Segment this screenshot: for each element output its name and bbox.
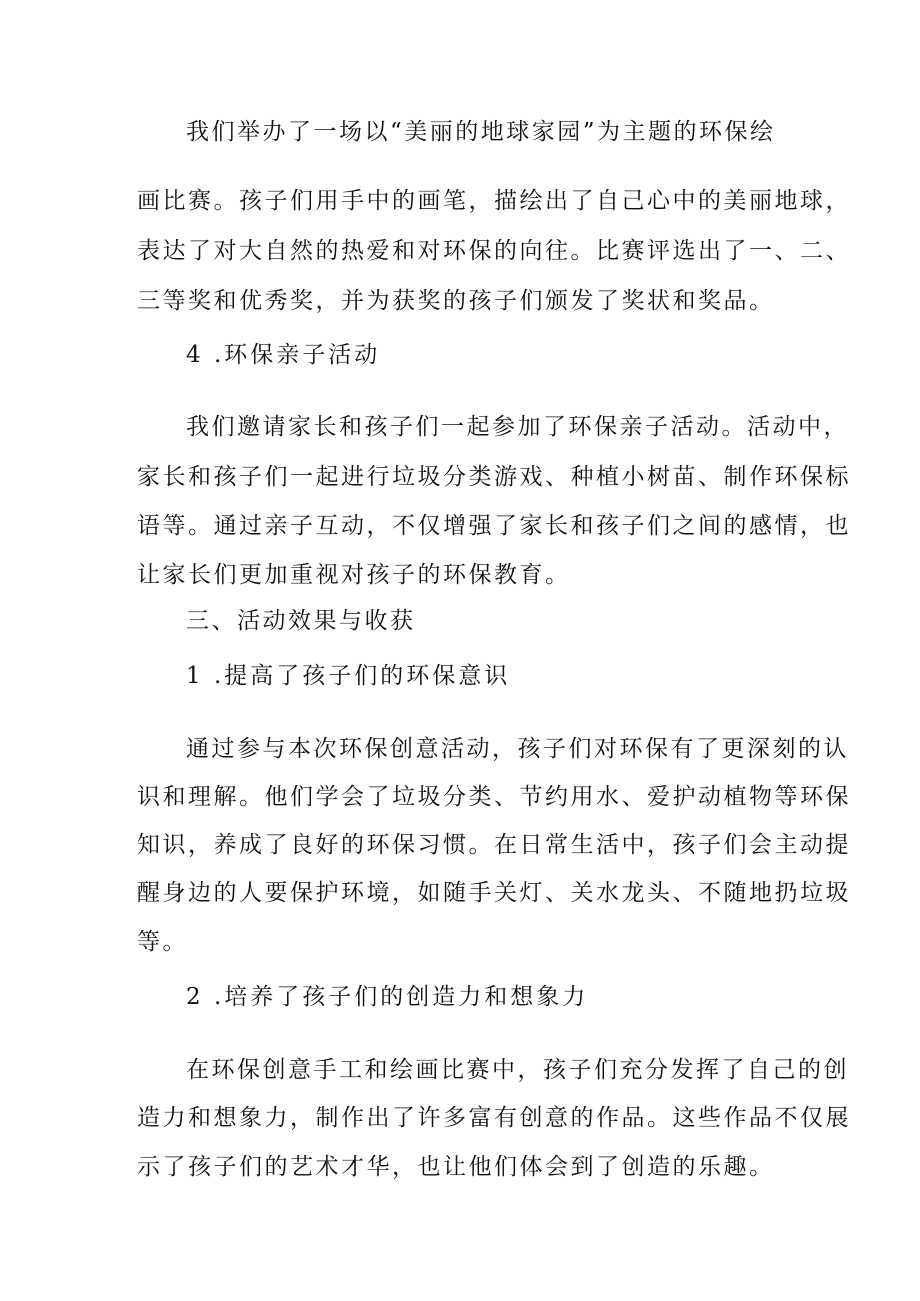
paragraph-line: 家长和孩子们一起进行垃圾分类游戏、种植小树苗、制作环保标 — [137, 464, 851, 490]
paragraph-line: 造力和想象力，制作出了许多富有创意的作品。这些作品不仅展 — [137, 1105, 851, 1131]
paragraph-line: 通过参与本次环保创意活动，孩子们对环保有了更深刻的认 — [186, 736, 849, 762]
paragraph-line: 表达了对大自然的热爱和对环保的向往。比赛评选出了一、二、 — [137, 238, 851, 264]
paragraph-line: 我们邀请家长和孩子们一起参加了环保亲子活动。活动中， — [186, 414, 849, 440]
paragraph-line: 识和理解。他们学会了垃圾分类、节约用水、爱护动植物等环保 — [137, 784, 851, 810]
paragraph-line: 等。 — [137, 929, 188, 955]
subsection-heading: 1 .提高了孩子们的环保意识 — [186, 663, 511, 689]
subsection-heading: 2 .培养了孩子们的创造力和想象力 — [186, 984, 589, 1010]
paragraph-line: 三等奖和优秀奖，并为获奖的孩子们颁发了奖状和奖品。 — [137, 288, 775, 314]
section-heading: 三、活动效果与收获 — [186, 608, 416, 634]
paragraph-line: 让家长们更加重视对孩子的环保教育。 — [137, 562, 571, 588]
paragraph-line: 示了孩子们的艺术才华，也让他们体会到了创造的乐趣。 — [137, 1154, 775, 1180]
paragraph-line: 醒身边的人要保护环境，如随手关灯、关水龙头、不随地扔垃圾 — [137, 880, 851, 906]
paragraph-line: 知识，养成了良好的环保习惯。在日常生活中，孩子们会主动提 — [137, 832, 851, 858]
paragraph-line: 画比赛。孩子们用手中的画笔，描绘出了自己心中的美丽地球， — [137, 188, 851, 214]
section-heading: 4 .环保亲子活动 — [186, 342, 381, 368]
paragraph-line: 语等。通过亲子互动，不仅增强了家长和孩子们之间的感情，也 — [137, 513, 851, 539]
paragraph-line: 我们举办了一场以“美丽的地球家园”为主题的环保绘 — [186, 119, 776, 145]
paragraph-line: 在环保创意手工和绘画比赛中，孩子们充分发挥了自己的创 — [186, 1057, 849, 1083]
